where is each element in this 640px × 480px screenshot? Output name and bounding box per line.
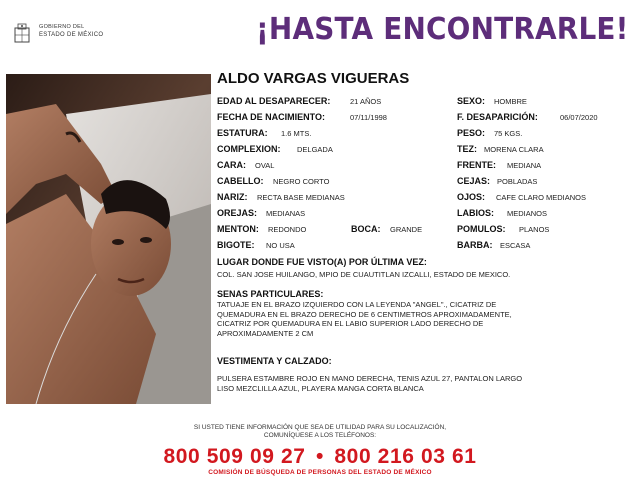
person-photo-illustration [6, 74, 211, 404]
person-photo [6, 74, 211, 404]
mustache-value: NO USA [266, 241, 295, 250]
hair-value: NEGRO CORTO [273, 177, 330, 186]
lips-label: LABIOS: [457, 208, 494, 218]
sex-label: SEXO: [457, 96, 486, 106]
disappearance-date-label: F. DESAPARICIÓN: [457, 112, 538, 122]
birthdate-value: 07/11/1998 [350, 113, 387, 122]
weight-value: 75 KGS. [494, 129, 523, 138]
particular-signs-line: TATUAJE EN EL BRAZO IZQUIERDO CON LA LEYENDA "ANGEL"., CICATRIZ DE [217, 300, 497, 309]
logo-text-line2: ESTADO DE MÉXICO [39, 32, 104, 38]
beard-label: BARBA: [457, 240, 493, 250]
particular-signs-line: CICATRIZ POR QUEMADURA EN EL LABIO SUPERIOR LADO DERECHO DE [217, 319, 484, 328]
mouth-value: GRANDE [390, 225, 423, 234]
eyes-label: OJOS: [457, 192, 486, 202]
logo-text-line1: GOBIERNO DEL [39, 24, 85, 30]
age-label: EDAD AL DESAPARECER: [217, 96, 331, 106]
lips-value: MEDIANOS [507, 209, 548, 218]
particular-signs-line: APROXIMADAMENTE 2 CM [217, 328, 314, 338]
forehead-value: MEDIANA [507, 161, 542, 170]
eyebrows-value: POBLADAS [497, 177, 538, 186]
skin-label: TEZ: [457, 144, 477, 154]
particular-signs-line: QUEMADURA EN EL BRAZO DERECHO DE 6 CENTIMETROS APROXIMADAMENTE, [217, 309, 512, 319]
commission-name: COMISIÓN DE BÚSQUEDA DE PERSONAS DEL ESTADO DE MÉXICO [208, 469, 432, 476]
headline: ¡HASTA ENCONTRARLE! [256, 12, 629, 47]
height-label: ESTATURA: [217, 128, 268, 138]
clothing-line: LISO MEZCLILLA AZUL, PLAYERA MANGA CORTA BLANCA [217, 383, 424, 393]
face-label: CARA: [217, 160, 246, 170]
mustache-label: BIGOTE: [217, 240, 255, 250]
mouth-label: BOCA: [351, 224, 381, 234]
clothing-title: VESTIMENTA Y CALZADO: [217, 356, 332, 366]
state-crest-icon [12, 22, 32, 44]
chin-label: MENTON: [217, 224, 259, 234]
particular-signs-title: SENAS PARTICULARES: [217, 289, 324, 299]
ears-value: MEDIANAS [266, 209, 306, 218]
last-seen-title: LUGAR DONDE FUE VISTO(A) POR ÚLTIMA VEZ: [217, 257, 427, 267]
clothing-line: PULSERA ESTAMBRE ROJO EN MANO DERECHA, TENIS AZUL 27, PANTALON LARGO [217, 374, 523, 383]
phone-number-1[interactable]: 800 509 09 27 [163, 445, 306, 468]
birthdate-label: FECHA DE NACIMIENTO: [217, 112, 325, 122]
phone-numbers [0, 445, 640, 469]
nose-label: NARIZ: [217, 192, 248, 202]
particular-signs-text [217, 300, 617, 338]
eyes-value: CAFE CLARO MEDIANOS [496, 193, 587, 202]
beard-value: ESCASA [500, 241, 531, 250]
cheekbones-label: POMULOS: [457, 224, 506, 234]
person-name: ALDO VARGAS VIGUERAS [217, 70, 410, 87]
hair-label: CABELLO: [217, 176, 264, 186]
nose-value: RECTA BASE MEDIANAS [257, 193, 345, 202]
clothing-text [217, 374, 617, 393]
height-value: 1.6 MTS. [281, 129, 312, 138]
phone-separator: • [316, 445, 324, 468]
forehead-label: FRENTE: [457, 160, 496, 170]
ears-label: OREJAS: [217, 208, 258, 218]
disappearance-date-value: 06/07/2020 [560, 113, 598, 122]
build-value: DELGADA [297, 145, 333, 154]
age-value: 21 AÑOS [350, 97, 382, 106]
sex-value: HOMBRE [494, 97, 527, 106]
government-logo [12, 22, 112, 44]
phone-number-2[interactable]: 800 216 03 61 [334, 445, 477, 468]
eyebrows-label: CEJAS: [457, 176, 491, 186]
face-value: OVAL [255, 161, 275, 170]
skin-value: MORENA CLARA [484, 145, 544, 154]
last-seen-text: COL. SAN JOSE HUILANGO, MPIO DE CUAUTITLAN IZCALLI, ESTADO DE MEXICO. [217, 270, 511, 279]
contact-line1: SI USTED TIENE INFORMACIÓN QUE SEA DE UTILIDAD PARA SU LOCALIZACIÓN, [193, 424, 447, 431]
build-label: COMPLEXION: [217, 144, 281, 154]
chin-value: REDONDO [268, 225, 307, 234]
cheekbones-value: PLANOS [519, 225, 550, 234]
weight-label: PESO: [457, 128, 486, 138]
contact-line2: COMUNÍQUESE A LOS TELÉFONOS: [263, 432, 377, 439]
